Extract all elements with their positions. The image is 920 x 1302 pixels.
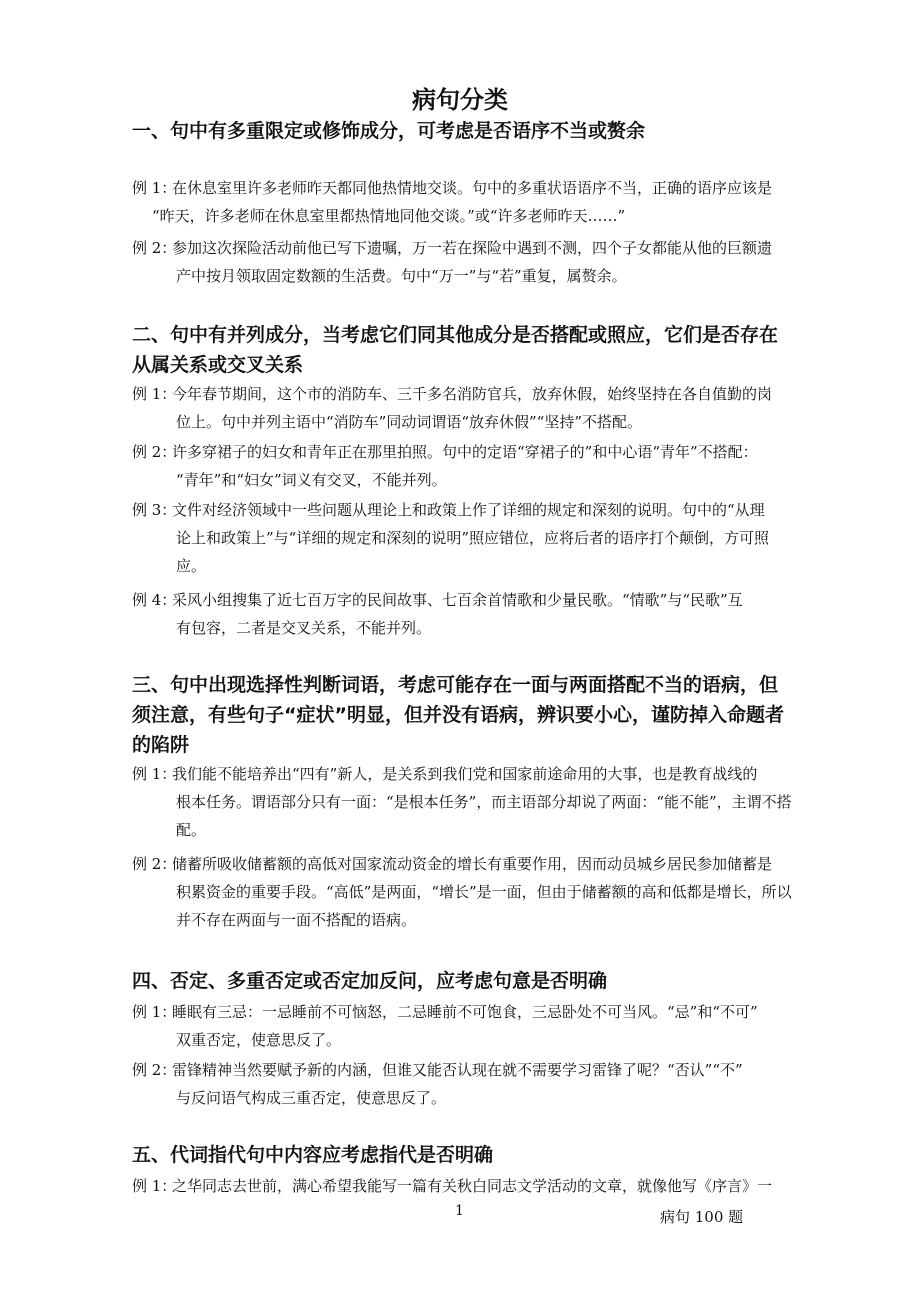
example-label: 例 2： — [132, 855, 177, 873]
example-text: 睡眠有三忌：一忌睡前不可恼怒，二忌睡前不可饱食，三忌卧处不可当风。“忌”和“不可” — [172, 1003, 758, 1021]
example-text: 采风小组搜集了近七百万字的民间故事、七百余首情歌和少量民歌。“情歌”与“民歌”互 — [172, 591, 743, 609]
example-label: 例 1： — [132, 179, 177, 197]
section-heading: 五、代词指代句中内容应考虑指代是否明确 — [132, 1144, 494, 1166]
page-number: 1 — [455, 1203, 464, 1219]
example-text: 许多穿裙子的妇女和青年正在那里拍照。句中的定语“穿裙子的”和中心语“青年”不搭配： — [172, 443, 758, 461]
example-label: 例 2： — [132, 443, 177, 461]
page-title: 病句分类 — [412, 86, 508, 114]
example-label: 例 1： — [132, 385, 177, 403]
example-text-cont: 与反问语气构成三重否定，使意思反了。 — [176, 1089, 447, 1107]
example-text: 之华同志去世前，满心希望我能写一篇有关秋白同志文学活动的文章，就像他写《序言》一 — [172, 1177, 773, 1195]
example-item — [132, 438, 792, 494]
example-label: 例 2： — [132, 239, 177, 257]
section-heading: 四、否定、多重否定或否定加反问，应考虑句意是否明确 — [132, 970, 608, 992]
footer-title: 病句 100 题 — [660, 1208, 744, 1226]
example-label: 例 3： — [132, 501, 177, 519]
example-item — [132, 1056, 792, 1112]
section-heading: 一、句中有多重限定或修饰成分，可考虑是否语序不当或赘余 — [132, 120, 646, 142]
section-heading: 二、句中有并列成分，当考虑它们同其他成分是否搭配或照应，它们是否存在从属关系或交叉关系 — [132, 324, 779, 376]
example-label: 例 1： — [132, 765, 177, 783]
example-text-cont: “青年”和“妇女”词义有交叉，不能并列。 — [176, 471, 447, 489]
section-heading: 三、句中出现选择性判断词语，考虑可能存在一面与两面搭配不当的语病，但须注意，有些句子“症状”明显，但并没有语病，辨识要小心，谨防掉入命题者的陷阱 — [132, 674, 784, 756]
example-text-cont: 有包容，二者是交叉关系，不能并列。 — [176, 619, 432, 637]
example-item — [132, 496, 792, 580]
example-label: 例 1： — [132, 1177, 177, 1195]
example-text: 参加这次探险活动前他已写下遗嘱，万一若在探险中遇到不测，四个子女都能从他的巨额遗 — [172, 239, 773, 257]
example-item — [132, 586, 792, 642]
example-item — [132, 760, 792, 844]
example-text: 储蓄所吸收储蓄额的高低对国家流动资金的增长有重要作用，因而动员城乡居民参加储蓄是 — [172, 855, 773, 873]
example-item — [132, 174, 792, 230]
example-text: 我们能不能培养出“四有”新人，是关系到我们党和国家前途命用的大事，也是教育战线的 — [172, 765, 758, 783]
example-item — [132, 234, 792, 290]
example-label: 例 2： — [132, 1061, 177, 1079]
example-text: 在休息室里许多老师昨天都同他热情地交谈。句中的多重状语语序不当，正确的语序应该是 — [172, 179, 773, 197]
example-label: 例 4： — [132, 591, 177, 609]
example-text: 雷锋精神当然要赋予新的内涵，但谁又能否认现在就不需要学习雷锋了呢？“否认”“不” — [172, 1061, 743, 1079]
example-item — [132, 380, 792, 436]
example-item — [132, 850, 792, 934]
example-text-cont: 位上。句中并列主语中“消防车”同动词谓语“放弃休假”“坚持”不搭配。 — [176, 413, 643, 431]
example-label: 例 1： — [132, 1003, 177, 1021]
example-text-cont: 根本任务。谓语部分只有一面：“是根本任务”，而主语部分却说了两面：“能不能”，主谓不搭配。 — [176, 793, 792, 839]
example-text-cont: “昨天，许多老师在休息室里都热情地同他交谈。”或“许多老师昨天……” — [152, 207, 626, 225]
example-text: 今年春节期间，这个市的消防车、三千多名消防官兵，放弃休假，始终坚持在各自值勤的岗 — [172, 385, 773, 403]
example-text-cont: 产中按月领取固定数额的生活费。句中“万一”与“若”重复，属赘余。 — [176, 267, 627, 285]
example-text-cont: 论上和政策上”与“详细的规定和深刻的说明”照应错位，应将后者的语序打个颠倒，方可照应。 — [176, 529, 770, 575]
example-text: 文件对经济领域中一些问题从理论上和政策上作了详细的规定和深刻的说明。句中的“从理 — [172, 501, 765, 519]
example-item — [132, 1172, 792, 1200]
example-text-cont: 双重否定，使意思反了。 — [176, 1031, 342, 1049]
example-item — [132, 998, 792, 1054]
example-text-cont: 积累资金的重要手段。“高低”是两面，“增长”是一面，但由于储蓄额的高和低都是增长，所以并不存在两面与一面不搭配的语病。 — [176, 883, 792, 929]
